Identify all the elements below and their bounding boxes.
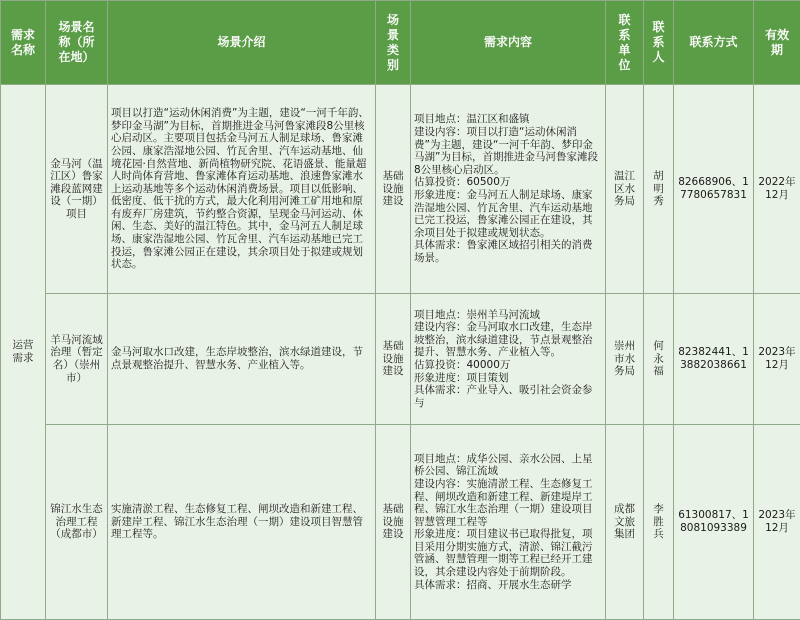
scene-type-cell: 基础设施建设 [376, 425, 411, 620]
header-row [1, 1, 800, 85]
header-contact-person: 联 系 人 [644, 1, 674, 85]
scene-type-cell: 基础设施建设 [376, 85, 411, 294]
header-scene-name: 场景名 称（所 在地） [46, 1, 108, 85]
scene-intro-cell: 实施清淤工程、生态修复工程、闸坝改造和新建工程、新建岸工程、锦江水生态治理（一期）建设项目智慧管理工程等。 [108, 425, 376, 620]
contact-unit-cell: 成都文旅集团 [606, 425, 644, 620]
category-cell: 运营 需求 [1, 85, 46, 620]
contact-unit-cell: 崇州市水务局 [606, 294, 644, 425]
need-content-cell: 项目地点：崇州羊马河流域 建设内容：金马河取水口改建，生态岸坡整治，滨水绿道建设，节点景观整治提升、智慧水务、产业植入等。 估算投资：40000万 形象进度：项目策划 具体需求：产业导入、吸引社会资金参与 [411, 294, 606, 425]
header-need-name: 需求 名称 [1, 1, 46, 85]
contact-person-cell: 何 永 福 [644, 294, 674, 425]
scene-name-cell: 金马河（温江区）鲁家滩段蓝网建设（一期）项目 [46, 85, 108, 294]
table-row [1, 425, 800, 620]
header-contact-method: 联系方式 [674, 1, 754, 85]
contact-method-cell: 82668906、17780657831 [674, 85, 754, 294]
validity-cell: 2022年 12月 [754, 85, 800, 294]
contact-method-cell: 61300817、18081093389 [674, 425, 754, 620]
scene-intro-cell: 金马河取水口改建，生态岸坡整治，滨水绿道建设，节点景观整治提升、智慧水务、产业植入等。 [108, 294, 376, 425]
contact-unit-cell: 温江区水务局 [606, 85, 644, 294]
contact-method-cell: 82382441、13882038661 [674, 294, 754, 425]
contact-person-cell: 胡 明 秀 [644, 85, 674, 294]
need-content-cell: 项目地点：成华公园、亲水公园、上星桥公园、锦江流域 建设内容：实施清淤工程、生态修复工程、闸坝改造和新建工程、新建堤岸工程、锦江水生态治理（一期）建设项目智慧管理工程等 形象进度：项目建议书已取得批复，项目采用分期实施方式，清淤、锦江截污管涵、智慧管理一期等工程已经开工建设，其余建设内容处于前期阶段。 具体需求：招商、开展水生态研学 [411, 425, 606, 620]
scene-intro-cell: 项目以打造“运动休闲消费”为主题，建设“一河千年韵、梦印金马湖”为目标，首期推进金马河鲁家滩段8公里核心启动区。主要项目包括金马河五人制足球场、鲁家滩公园、康家浩湿地公园、竹瓦舍里、汽车运动基地、仙境花园·自然营地、新尚植物研究院、花语盛景、能量超人时尚体育营地、鲁家滩体育运动基地、浪速鲁家滩水上运动基地等多个运动休闲消费场景。项目以低影响、低密度、低干扰的方式，最大化利用河滩工矿用地和原有废弃厂房建筑，节约整合资源，呈现金马河运动、休闲、生态、美好的温江特色。其中，金马河五人制足球场、康家浩湿地公园、竹瓦舍里、汽车运动基地已完工投运，鲁家滩公园正在建设，其余项目处于拟建或规划状态。 [108, 85, 376, 294]
validity-cell: 2023年 12月 [754, 425, 800, 620]
need-content-cell: 项目地点：温江区和盛镇 建设内容：项目以打造“运动休闲消费”为主题，建设“一河千年韵、梦印金马湖”为目标，首期推进金马河鲁家滩段8公里核心启动区。 估算投资：60500万 形象进度：金马河五人制足球场、康家浩湿地公园、竹瓦舍里、汽车运动基地已完工投运，鲁家滩公园正在建设，其余项目处于拟建或规划状态。 具体需求：鲁家滩区域招引相关的消费场景。 [411, 85, 606, 294]
header-need-content: 需求内容 [411, 1, 606, 85]
scene-type-cell: 基础设施建设 [376, 294, 411, 425]
contact-person-cell: 李 胜 兵 [644, 425, 674, 620]
scene-name-cell: 羊马河流域治理（暂定名）（崇州市） [46, 294, 108, 425]
validity-cell: 2023年 12月 [754, 294, 800, 425]
header-validity: 有效 期 [754, 1, 800, 85]
header-scene-type: 场 景 类 别 [376, 1, 411, 85]
header-contact-unit: 联 系 单 位 [606, 1, 644, 85]
table-row [1, 85, 800, 294]
table-row [1, 294, 800, 425]
scene-name-cell: 锦江水生态治理工程（成都市） [46, 425, 108, 620]
header-scene-intro: 场景介绍 [108, 1, 376, 85]
